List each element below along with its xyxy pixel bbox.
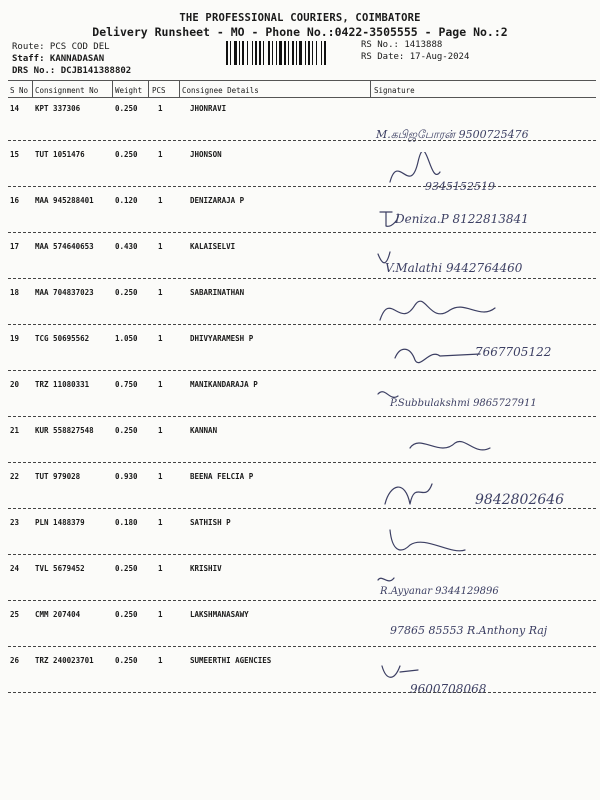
row-weight: 0.250 bbox=[115, 610, 138, 619]
signature-handwriting bbox=[370, 428, 600, 472]
row-separator bbox=[8, 462, 596, 463]
row-sno: 19 bbox=[10, 334, 20, 343]
signature-text: 9345152519 bbox=[425, 180, 495, 193]
row-consignee: MANIKANDARAJA P bbox=[190, 380, 258, 389]
row-consignment-no: MAA 704837023 bbox=[35, 288, 94, 297]
row-sno: 22 bbox=[10, 472, 20, 481]
row-pcs: 1 bbox=[158, 472, 163, 481]
row-pcs: 1 bbox=[158, 656, 163, 665]
row-sno: 14 bbox=[10, 104, 20, 113]
row-consignee: KANNAN bbox=[190, 426, 218, 435]
row-pcs: 1 bbox=[158, 196, 163, 205]
signature-text: 9600708068 bbox=[410, 682, 487, 696]
signature-handwriting bbox=[370, 474, 600, 518]
row-consignment-no: KUR 558827548 bbox=[35, 426, 94, 435]
row-separator bbox=[8, 600, 596, 601]
row-weight: 0.250 bbox=[115, 288, 138, 297]
company-title: THE PROFESSIONAL COURIERS, COIMBATORE bbox=[179, 12, 421, 24]
row-separator bbox=[8, 692, 596, 693]
row-separator bbox=[8, 416, 596, 417]
barcode-image bbox=[226, 41, 352, 65]
row-pcs: 1 bbox=[158, 104, 163, 113]
row-separator bbox=[8, 646, 596, 647]
row-consignee: KRISHIV bbox=[190, 564, 222, 573]
row-weight: 0.250 bbox=[115, 104, 138, 113]
column-divider bbox=[179, 80, 180, 97]
staff-label: Staff: KANNADASAN bbox=[12, 54, 105, 64]
signature-text: M.கபிஜபோரன் 9500725476 bbox=[376, 128, 529, 141]
column-header-sno: S No bbox=[10, 86, 29, 95]
row-weight: 0.120 bbox=[115, 196, 138, 205]
row-pcs: 1 bbox=[158, 426, 163, 435]
row-consignee: BEENA FELCIA P bbox=[190, 472, 254, 481]
row-pcs: 1 bbox=[158, 242, 163, 251]
column-header-consignment: Consignment No bbox=[35, 86, 99, 95]
row-sno: 23 bbox=[10, 518, 20, 527]
row-sno: 20 bbox=[10, 380, 20, 389]
row-pcs: 1 bbox=[158, 288, 163, 297]
signature-handwriting bbox=[370, 566, 600, 610]
row-consignee: LAKSHMANASAWY bbox=[190, 610, 249, 619]
row-separator bbox=[8, 370, 596, 371]
row-separator bbox=[8, 186, 596, 187]
signature-handwriting bbox=[370, 244, 600, 288]
row-weight: 0.750 bbox=[115, 380, 138, 389]
signature-handwriting bbox=[370, 198, 600, 242]
row-consignee: SUMEERTHI AGENCIES bbox=[190, 656, 272, 665]
signature-handwriting bbox=[370, 520, 600, 564]
row-sno: 15 bbox=[10, 150, 20, 159]
header-bottom-rule bbox=[8, 97, 596, 98]
rs-number: RS No.: 1413888 bbox=[361, 40, 443, 50]
row-consignee: KALAISELVI bbox=[190, 242, 236, 251]
signature-text: V.Malathi 9442764460 bbox=[385, 261, 523, 275]
signature-handwriting bbox=[370, 336, 600, 380]
row-consignment-no: TUT 1051476 bbox=[35, 150, 85, 159]
row-sno: 17 bbox=[10, 242, 20, 251]
row-sno: 25 bbox=[10, 610, 20, 619]
row-consignee: DHIVYARAMESH P bbox=[190, 334, 254, 343]
row-weight: 0.180 bbox=[115, 518, 138, 527]
drs-number: DRS No.: DCJB141388802 bbox=[12, 66, 132, 76]
row-sno: 24 bbox=[10, 564, 20, 573]
column-header-weight: Weight bbox=[115, 86, 143, 95]
row-consignment-no: MAA 945288401 bbox=[35, 196, 94, 205]
row-pcs: 1 bbox=[158, 380, 163, 389]
row-weight: 0.930 bbox=[115, 472, 138, 481]
row-consignment-no: TVL 5679452 bbox=[35, 564, 85, 573]
row-separator bbox=[8, 554, 596, 555]
row-separator bbox=[8, 140, 596, 141]
column-divider bbox=[32, 80, 33, 97]
column-header-signature: Signature bbox=[374, 86, 415, 95]
row-consignment-no: TRZ 11080331 bbox=[35, 380, 90, 389]
row-weight: 0.250 bbox=[115, 426, 138, 435]
row-consignee: JHONSON bbox=[190, 150, 222, 159]
row-weight: 0.430 bbox=[115, 242, 138, 251]
column-divider bbox=[112, 80, 113, 97]
column-header-pcs: PCS bbox=[152, 86, 166, 95]
row-consignment-no: CMM 207404 bbox=[35, 610, 81, 619]
rs-date: RS Date: 17-Aug-2024 bbox=[361, 52, 470, 62]
signature-handwriting bbox=[370, 612, 600, 656]
row-sno: 16 bbox=[10, 196, 20, 205]
signature-text: 9842802646 bbox=[475, 492, 565, 508]
row-pcs: 1 bbox=[158, 610, 163, 619]
signature-handwriting bbox=[370, 658, 600, 702]
table-top-rule bbox=[8, 80, 596, 81]
signature-text: 7667705122 bbox=[475, 345, 552, 359]
row-consignment-no: PLN 1488379 bbox=[35, 518, 85, 527]
signature-text: 97865 85553 R.Anthony Raj bbox=[390, 624, 548, 637]
row-sno: 18 bbox=[10, 288, 20, 297]
row-separator bbox=[8, 508, 596, 509]
row-weight: 0.250 bbox=[115, 656, 138, 665]
column-divider bbox=[148, 80, 149, 97]
row-consignment-no: TRZ 240023701 bbox=[35, 656, 94, 665]
row-sno: 26 bbox=[10, 656, 20, 665]
row-separator bbox=[8, 278, 596, 279]
row-separator bbox=[8, 324, 596, 325]
route-label: Route: PCS COD DEL bbox=[12, 42, 110, 52]
row-consignee: SABARINATHAN bbox=[190, 288, 245, 297]
row-weight: 0.250 bbox=[115, 150, 138, 159]
row-pcs: 1 bbox=[158, 518, 163, 527]
row-weight: 1.050 bbox=[115, 334, 138, 343]
row-separator bbox=[8, 232, 596, 233]
row-sno: 21 bbox=[10, 426, 20, 435]
signature-handwriting bbox=[370, 152, 600, 196]
row-pcs: 1 bbox=[158, 150, 163, 159]
row-consignment-no: MAA 574640653 bbox=[35, 242, 94, 251]
row-weight: 0.250 bbox=[115, 564, 138, 573]
signature-handwriting bbox=[370, 290, 600, 334]
row-consignee: JHONRAVI bbox=[190, 104, 227, 113]
row-consignment-no: KPT 337306 bbox=[35, 104, 81, 113]
column-divider bbox=[370, 80, 371, 97]
row-consignment-no: TCG 50695562 bbox=[35, 334, 90, 343]
signature-text: P.Subbulakshmi 9865727911 bbox=[390, 398, 537, 409]
column-header-consignee: Consignee Details bbox=[182, 86, 259, 95]
signature-handwriting bbox=[370, 106, 600, 150]
runsheet-subtitle: Delivery Runsheet - MO - Phone No.:0422-3505555 - Page No.:2 bbox=[92, 25, 508, 39]
row-consignee: DENIZARAJA P bbox=[190, 196, 245, 205]
row-consignee: SATHISH P bbox=[190, 518, 231, 527]
signature-text: Deniza.P 8122813841 bbox=[395, 212, 529, 226]
signature-text: R.Ayyanar 9344129896 bbox=[380, 586, 499, 597]
row-pcs: 1 bbox=[158, 334, 163, 343]
signature-handwriting bbox=[370, 382, 600, 426]
row-pcs: 1 bbox=[158, 564, 163, 573]
row-consignment-no: TUT 979028 bbox=[35, 472, 81, 481]
